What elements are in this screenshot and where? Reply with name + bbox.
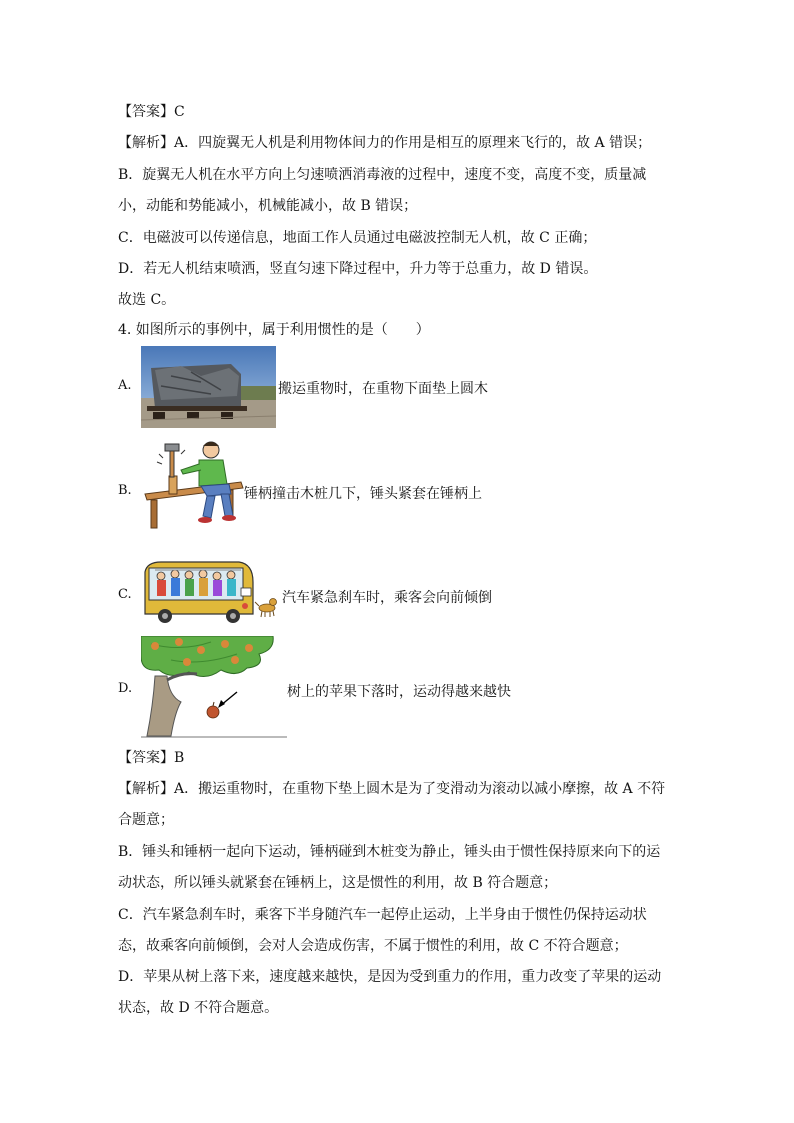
q3-analysis-line-5: D．若无人机结束喷洒，竖直匀速下降过程中，升力等于总重力，故 D 错误。: [118, 261, 598, 277]
option-c-image: [141, 558, 281, 630]
q3-analysis-line-1: 【解析】A．四旋翼无人机是利用物体间力的作用是相互的原理来飞行的，故 A 错误；: [118, 135, 652, 151]
q3-analysis-line-4: C．电磁波可以传递信息，地面工作人员通过电磁波控制无人机，故 C 正确；: [118, 230, 597, 246]
option-d-label: D.: [118, 681, 133, 696]
q4-stem: 4. 如图所示的事例中，属于利用惯性的是（ ）: [118, 322, 430, 338]
q4-analysis-line-8: 状态，故 D 不符合题意。: [118, 1000, 279, 1016]
q4-analysis-line-2: 合题意；: [118, 812, 174, 828]
q3-analysis-line-2: B．旋翼无人机在水平方向上匀速喷洒消毒液的过程中，速度不变，高度不变，质量减: [118, 167, 647, 183]
option-d-image: [141, 636, 287, 740]
option-a-image: [141, 346, 276, 428]
option-a-text: 搬运重物时，在重物下面垫上圆木: [278, 381, 488, 397]
option-b-label: B.: [118, 483, 132, 498]
q3-conclusion: 故选 C。: [118, 292, 176, 308]
option-d-text: 树上的苹果下落时，运动得越来越快: [287, 684, 511, 700]
option-c-label: C.: [118, 587, 132, 602]
q4-analysis-line-3: B．锤头和锤柄一起向下运动，锤柄碰到木桩变为静止，锤头由于惯性保持原来向下的运: [118, 844, 661, 860]
q4-analysis-line-1: 【解析】A．搬运重物时，在重物下垫上圆木是为了变滑动为滚动以减小摩擦，故 A 不符: [118, 781, 666, 797]
q3-analysis-line-3: 小，动能和势能减小，机械能减小，故 B 错误；: [118, 198, 418, 214]
option-a-label: A.: [118, 378, 132, 393]
q4-analysis-line-4: 动状态，所以锤头就紧套在锤柄上，这是惯性的利用，故 B 符合题意；: [118, 875, 558, 891]
q3-answer: 【答案】C: [118, 104, 185, 120]
option-b-text: 锤柄撞击木桩几下，锤头紧套在锤柄上: [244, 486, 482, 502]
option-b-image: [141, 438, 246, 534]
q4-answer: 【答案】B: [118, 750, 185, 766]
q4-analysis-line-7: D．苹果从树上落下来，速度越来越快，是因为受到重力的作用，重力改变了苹果的运动: [118, 969, 662, 985]
q4-analysis-line-6: 态，故乘客向前倾倒，会对人会造成伤害，不属于惯性的利用，故 C 不符合题意；: [118, 938, 628, 954]
option-c-text: 汽车紧急刹车时，乘客会向前倾倒: [282, 590, 492, 606]
q4-analysis-line-5: C．汽车紧急刹车时，乘客下半身随汽车一起停止运动，上半身由于惯性仍保持运动状: [118, 907, 647, 923]
